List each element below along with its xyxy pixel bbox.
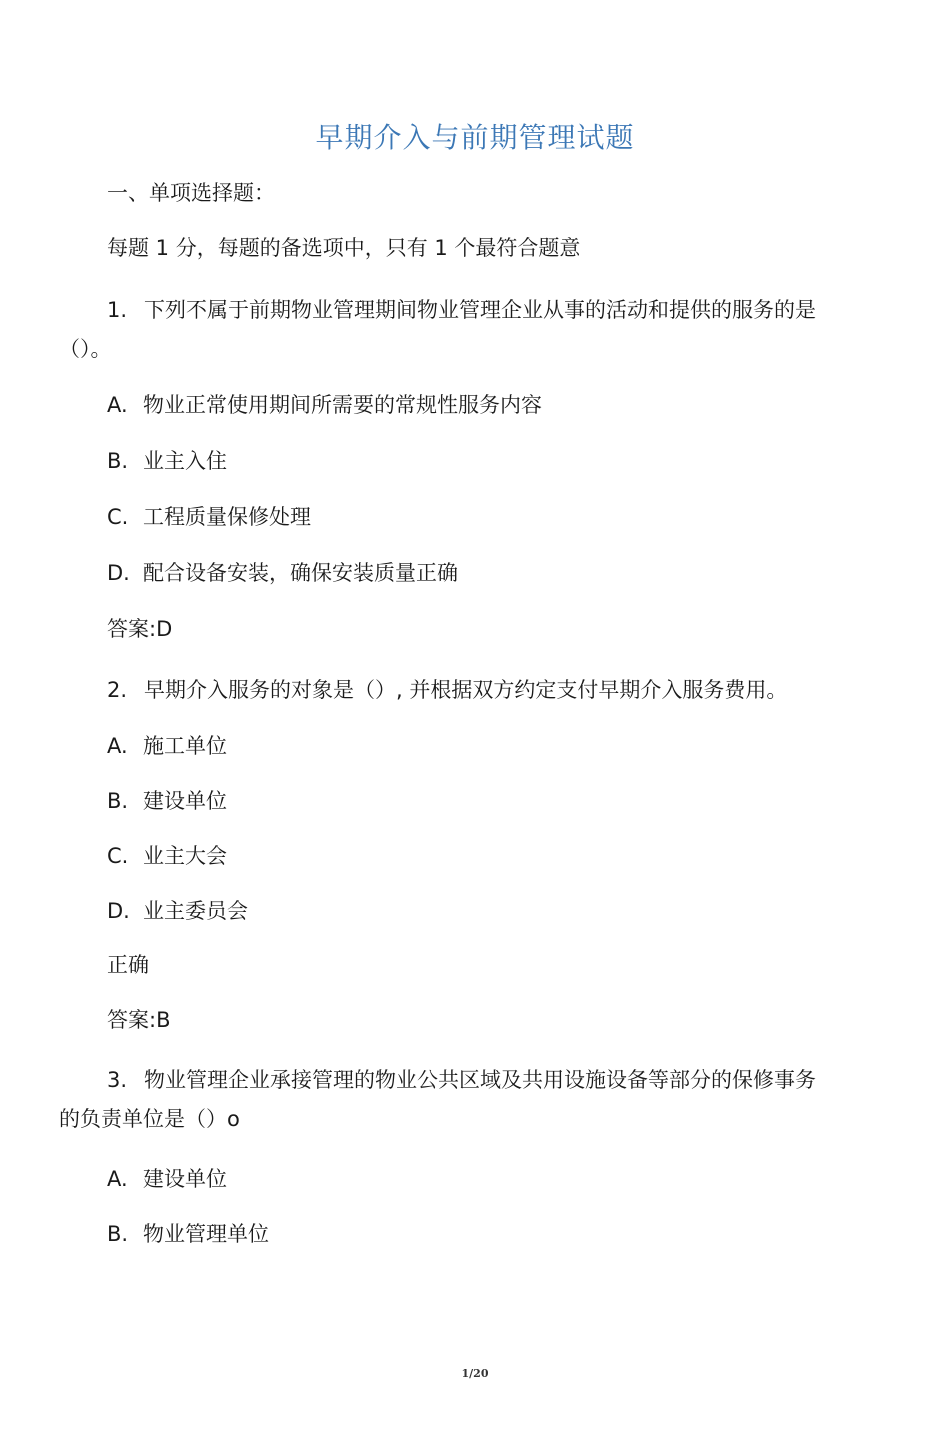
option-text: 建设单位: [143, 1167, 227, 1191]
question-3: [107, 1066, 816, 1094]
section-heading: 一、单项选择题：: [107, 181, 275, 205]
option-text: 配合设备安装，确保安装质量正确: [143, 561, 458, 585]
answer-1: 答案:D: [107, 617, 173, 641]
option-letter: C.: [107, 505, 129, 529]
option-text: 施工单位: [143, 734, 227, 758]
option-b: [107, 1220, 269, 1248]
option-a: [107, 1165, 227, 1193]
question-number: 3.: [107, 1068, 128, 1092]
option-letter: D.: [107, 899, 130, 923]
document-title: 早期介入与前期管理试题: [315, 121, 635, 154]
option-c: [107, 842, 227, 870]
option-letter: D.: [107, 561, 130, 585]
question-3-continuation: 的负责单位是（）o: [59, 1107, 240, 1131]
option-text: 业主入住: [143, 449, 227, 473]
option-letter: B.: [107, 1222, 129, 1246]
question-text: 早期介入服务的对象是（）, 并根据双方约定支付早期介入服务费用。: [144, 678, 788, 702]
option-text: 工程质量保修处理: [143, 505, 311, 529]
question-number: 1.: [107, 298, 128, 322]
page-number: 1/20: [461, 1367, 489, 1380]
question-text: 物业管理企业承接管理的物业公共区域及共用设施设备等部分的保修事务: [144, 1068, 816, 1092]
option-letter: B.: [107, 789, 129, 813]
stray-text: 正确: [107, 953, 149, 977]
option-b: [107, 447, 227, 475]
option-text: 业主大会: [143, 844, 227, 868]
option-text: 物业管理单位: [143, 1222, 269, 1246]
option-a: [107, 391, 542, 419]
question-number: 2.: [107, 678, 128, 702]
option-letter: B.: [107, 449, 129, 473]
option-a: [107, 732, 227, 760]
option-c: [107, 503, 311, 531]
question-1: [107, 296, 816, 324]
option-letter: C.: [107, 844, 129, 868]
option-letter: A.: [107, 393, 128, 417]
option-letter: A.: [107, 734, 128, 758]
answer-2: 答案:B: [107, 1008, 171, 1032]
question-text: 下列不属于前期物业管理期间物业管理企业从事的活动和提供的服务的是: [144, 298, 816, 322]
option-d: [107, 559, 458, 587]
option-b: [107, 787, 227, 815]
option-d: [107, 897, 248, 925]
option-text: 建设单位: [143, 789, 227, 813]
question-1-continuation: （）。: [59, 337, 112, 361]
question-2: [107, 676, 787, 704]
option-text: 业主委员会: [143, 899, 248, 923]
option-letter: A.: [107, 1167, 128, 1191]
option-text: 物业正常使用期间所需要的常规性服务内容: [143, 393, 542, 417]
instruction-text: 每题 1 分，每题的备选项中，只有 1 个最符合题意: [107, 236, 581, 260]
